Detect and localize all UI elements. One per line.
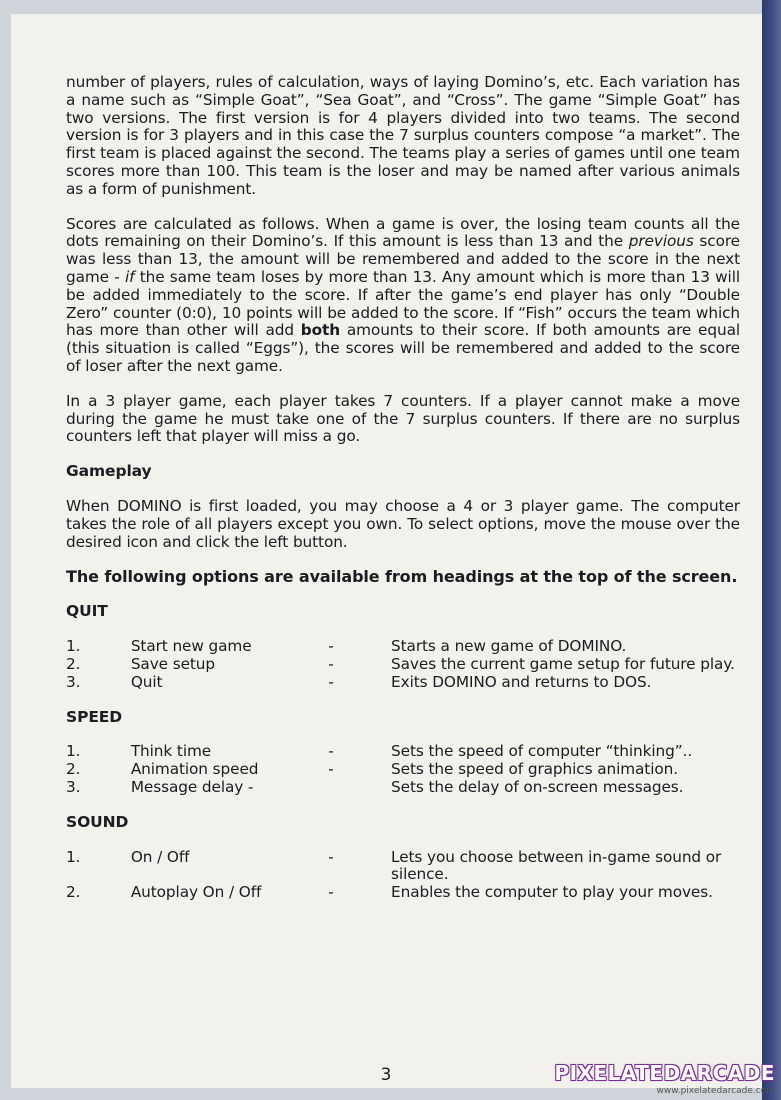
text-segment: previous <box>628 232 694 251</box>
option-number: 2. <box>66 760 81 779</box>
text-segment: if <box>124 267 135 286</box>
options-heading: The following options are available from headings at the top of the screen. <box>66 567 738 587</box>
text-segment: In a 3 player game, each player takes 7 counters. If a player cannot make a move during the game he must take one of the 7 surplus counters. If there are no surplus counters left that player will miss a go. <box>66 391 740 446</box>
option-description: Sets the speed of graphics animation. <box>391 760 678 779</box>
option-number: 3. <box>66 777 81 796</box>
binding-spine <box>762 0 781 1100</box>
option-label: On / Off <box>130 847 190 866</box>
option-row <box>66 849 740 885</box>
manual-page <box>10 14 762 1088</box>
watermark-logo: PIXELATEDARCADE <box>554 1061 775 1085</box>
text-segment: Scores are calculated as follows. When a game is over, the losing team counts all the dots remaining on their Domino’s. If this amount is less than 13 and the <box>66 214 740 251</box>
option-dash: - <box>328 742 334 761</box>
watermark-url: www.pixelatedarcade.com <box>656 1086 775 1096</box>
option-number: 1. <box>66 742 81 761</box>
gameplay-text: When DOMINO is first loaded, you may choose a 4 or 3 player game. The computer takes the role of all players except you own. To select options, move the mouse over the desired icon and click the left button. <box>66 496 740 551</box>
option-dash: - <box>328 654 334 673</box>
option-number: 2. <box>66 654 81 673</box>
option-label: Autoplay On / Off <box>130 883 262 902</box>
option-row <box>66 761 740 779</box>
option-dash: - <box>328 847 334 866</box>
paragraph <box>66 74 740 199</box>
option-dash: - <box>328 672 334 691</box>
section-title: SPEED <box>66 707 123 726</box>
option-dash: - <box>328 883 334 902</box>
option-number: 2. <box>66 883 81 902</box>
option-description: Enables the computer to play your moves. <box>391 883 713 902</box>
option-label: Message delay - <box>130 777 254 796</box>
option-label: Animation speed <box>130 760 259 779</box>
option-number: 1. <box>66 637 81 656</box>
option-list <box>66 638 740 691</box>
text-segment: amounts to their score. If both amounts are equal (this situation is called “Eggs”), the scores will be remembered and added to the score of loser after the next game. <box>66 321 740 375</box>
option-description: Saves the current game setup for future play. <box>391 654 735 673</box>
page-content <box>66 74 740 919</box>
option-label: Think time <box>130 742 212 761</box>
gameplay-heading: Gameplay <box>66 462 152 481</box>
option-dash: - <box>328 760 334 779</box>
option-row <box>66 638 740 656</box>
paragraph <box>66 216 740 376</box>
page-number: 3 <box>380 1065 392 1085</box>
option-row <box>66 743 740 761</box>
option-row <box>66 674 740 692</box>
option-dash: - <box>328 637 334 656</box>
paragraph <box>66 393 740 446</box>
option-number: 1. <box>66 847 81 866</box>
option-description: Sets the delay of on-screen messages. <box>391 777 684 796</box>
text-segment: the same team loses by more than 13. Any amount which is more than 13 will be added immediately to the score. If after the game’s end player has only “Double Zero” counter (0:0), 10 points will be added to the score. If “Fish” occurs the team which has more than other will add <box>66 267 740 340</box>
option-label: Save setup <box>130 654 216 673</box>
section-title: QUIT <box>66 602 108 621</box>
option-row <box>66 656 740 674</box>
option-description: Lets you choose between in-game sound or silence. <box>391 847 722 884</box>
option-number: 3. <box>66 672 81 691</box>
option-row <box>66 884 740 902</box>
text-segment: score was less than 13, the amount will be remembered and added to the score in the next game - <box>66 232 740 286</box>
option-label: Start new game <box>130 637 252 656</box>
option-row <box>66 779 740 797</box>
text-segment: both <box>300 321 341 340</box>
text-segment: number of players, rules of calculation, ways of laying Domino’s, etc. Each variation has a name such as “Simple Goat”, “Sea Goat”, and “Cross”. The game “Simple Goat” has two versions. The first version is for 4 players divided into two teams. The second version is for 3 players and in this case the 7 surplus counters compose “a market”. The first team is placed against the second. The teams play a series of games until one team scores more than 100. This team is the loser and may be named after various animals as a form of punishment. <box>66 73 740 198</box>
option-sections <box>66 603 740 902</box>
option-description: Exits DOMINO and returns to DOS. <box>391 672 652 691</box>
option-list <box>66 743 740 796</box>
option-description: Starts a new game of DOMINO. <box>391 637 627 656</box>
option-list <box>66 849 740 902</box>
section-title: SOUND <box>66 812 129 831</box>
option-dash <box>328 779 391 797</box>
body-paragraphs <box>66 74 740 446</box>
option-description: Sets the speed of computer “thinking”.. <box>391 742 693 761</box>
option-label: Quit <box>130 672 163 691</box>
